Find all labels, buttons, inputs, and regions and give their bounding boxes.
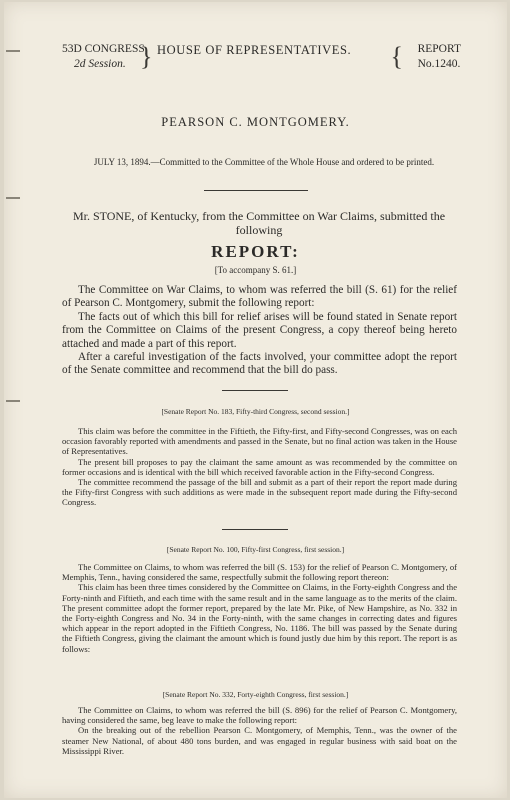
house-title: HOUSE OF REPRESENTATIVES.	[157, 43, 352, 57]
senate-report-332-body	[62, 705, 457, 756]
document-page	[4, 2, 507, 798]
paragraph: The present bill proposes to pay the claimant the same amount as was recommended by the committee on former occasions and is identical with the bill which received favorable action in the Fifty-second Congress.	[62, 456, 457, 477]
divider	[222, 529, 288, 530]
report-body	[62, 284, 457, 378]
paragraph: The Committee on Claims, to whom was referred the bill (S. 896) for the relief of Pearson C. Montgomery, having considered the same, beg leave to make the following report:	[62, 705, 457, 726]
paragraph: The committee recommend the passage of the bill and submit as a part of their report the report made during the Fifty-first Congress with such additions as were made in the subsequent report made during the Fifty-second Congress.	[62, 477, 457, 508]
report-number-block	[418, 42, 461, 72]
paragraph: This claim has been three times considered by the Committee on Claims, in the Forty-eighth Congress and the Forty-ninth and Fiftieth, and each time with the same result and in the same language as to the merits of the claim. The present committee adopt the former report, prepared by the late Mr. Pike, of New Hampshire, as No. 332 in the Forty-eighth Congress and No. 34 in the Forty-ninth, with the same changes in correcting dates and figures which appear in the report adopted in the Fiftieth Congress, No. 1186. The bill was passed by the Senate during the Fiftieth Congress, giving the claimant the amount which is found justly due him by this report. The report is as follows:	[62, 582, 458, 654]
page-edge-mark	[6, 197, 20, 199]
divider	[204, 190, 308, 191]
senate-report-ref: [Senate Report No. 100, Fifty-first Congress, first session.]	[166, 545, 345, 554]
submitted-by: Mr. STONE, of Kentucky, from the Committee on War Claims, submitted the following	[72, 209, 446, 237]
report-heading: REPORT:	[211, 242, 300, 261]
document-title: PEARSON C. MONTGOMERY.	[161, 115, 350, 129]
report-number: No.1240.	[417, 58, 461, 70]
senate-report-ref: [Senate Report No. 332, Forty-eighth Congress, first session.]	[162, 690, 349, 699]
brace-left-icon: {	[390, 42, 403, 71]
session-label: 2d Session.	[74, 58, 126, 70]
congress-session	[62, 42, 148, 72]
paragraph: The Committee on Claims, to whom was referred the bill (S. 153) for the relief of Pearson C. Montgomery, of Memphis, Tenn., having considered the same, respectfully submit the following report thereon:	[62, 562, 457, 583]
paragraph: The facts out of which this bill for relief arises will be found stated in Senate report from the Committee on Claims of the present Congress, a copy thereof being hereto attached and made a part of this report.	[62, 310, 457, 350]
paragraph: After a careful investigation of the facts involved, your committee adopt the report of the Senate committee and recommend that the bill do pass.	[62, 351, 457, 377]
page-edge-mark	[6, 400, 20, 402]
senate-report-100-body	[62, 562, 457, 654]
paragraph: The Committee on War Claims, to whom was referred the bill (S. 61) for the relief of Pearson C. Montgomery, submit the following report:	[62, 284, 457, 310]
accompany-note: [To accompany S. 61.]	[214, 265, 297, 275]
report-label: REPORT	[417, 43, 461, 55]
senate-report-ref: [Senate Report No. 183, Fifty-third Congress, second session.]	[161, 407, 350, 416]
committed-note: JULY 13, 1894.—Committed to the Committee of the Whole House and ordered to be printed.	[93, 157, 435, 167]
congress-label: 53D CONGRESS,	[62, 43, 148, 55]
document-header	[62, 42, 461, 76]
paragraph: This claim was before the committee in the Fiftieth, the Fifty-first, and Fifty-second Congresses, was on each occasion favorably reported with amendments and passed in the Senate, but no final action was taken in the House of Representatives.	[62, 426, 457, 457]
brace-right-icon: }	[140, 42, 153, 71]
divider	[222, 390, 288, 391]
senate-report-183-body	[62, 426, 457, 508]
paragraph: On the breaking out of the rebellion Pearson C. Montgomery, of Memphis, Tenn., was the owner of the steamer New National, of about 480 tons burden, and was engaged in regular business with said boat on the Mississippi River.	[62, 725, 457, 756]
page-edge-mark	[6, 50, 20, 52]
